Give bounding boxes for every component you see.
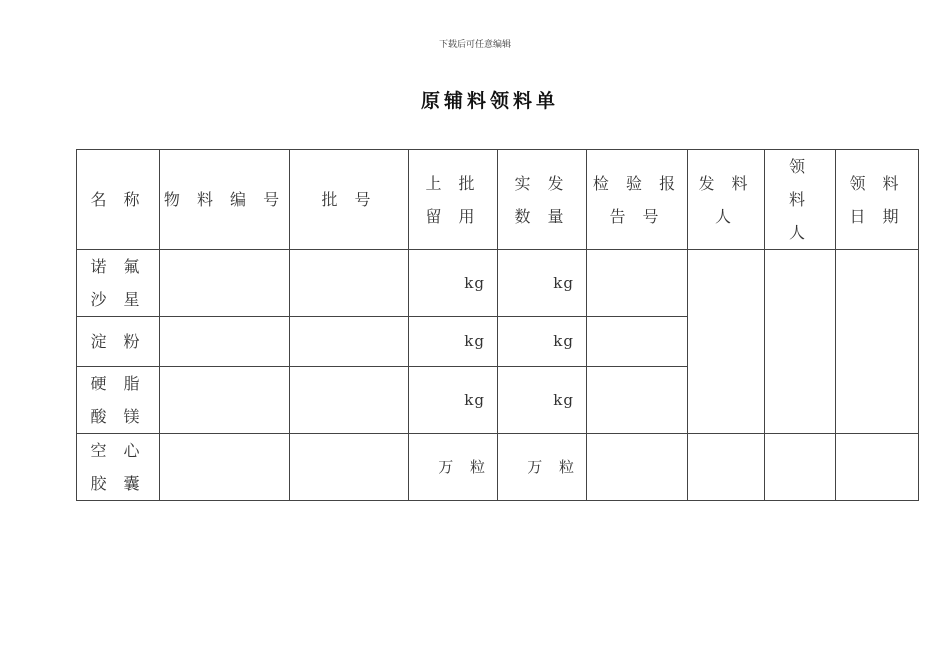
material-name-line: 酸 镁 — [90, 407, 146, 426]
material-requisition-table — [76, 149, 919, 501]
actual-qty-cell[interactable]: kg — [498, 317, 587, 367]
material-name — [77, 250, 160, 317]
material-name: 淀 粉 — [77, 317, 160, 367]
batch-no-cell[interactable] — [290, 434, 409, 501]
table-row — [77, 434, 919, 501]
document-title: 原辅料领料单 — [420, 90, 559, 112]
header-text-line: 日 期 — [849, 206, 905, 226]
download-edit-note: 下载后可任意编辑 — [438, 40, 511, 50]
header-receiver — [765, 150, 836, 250]
header-text-line: 领 料 — [849, 173, 905, 193]
batch-no-cell[interactable] — [290, 250, 409, 317]
header-text-line: 人 — [714, 206, 737, 226]
receiver-cell[interactable] — [765, 250, 836, 434]
material-name-line: 硬 脂 — [90, 374, 146, 393]
material-name-line: 沙 星 — [90, 290, 146, 309]
actual-qty-cell[interactable]: 万 粒 — [498, 434, 587, 501]
header-name: 名 称 — [77, 150, 160, 250]
material-code-cell[interactable] — [160, 317, 290, 367]
retained-qty-cell[interactable]: kg — [409, 250, 498, 317]
actual-qty-cell[interactable]: kg — [498, 367, 587, 434]
header-batch-no: 批 号 — [290, 150, 409, 250]
material-name — [77, 434, 160, 501]
header-text-line: 告 号 — [609, 206, 665, 226]
header-text-line: 检 验 报 — [592, 173, 682, 193]
table-row — [77, 250, 919, 317]
material-name — [77, 367, 160, 434]
material-code-cell[interactable] — [160, 434, 290, 501]
retained-qty-cell[interactable]: 万 粒 — [409, 434, 498, 501]
batch-no-cell[interactable] — [290, 317, 409, 367]
header-issuer — [688, 150, 765, 250]
retained-qty-cell[interactable]: kg — [409, 367, 498, 434]
header-material-code: 物 料 编 号 — [160, 150, 290, 250]
header-text-line: 实 发 — [514, 173, 570, 193]
report-no-cell[interactable] — [587, 317, 688, 367]
header-text-line: 发 料 — [698, 173, 754, 193]
report-no-cell[interactable] — [587, 434, 688, 501]
issuer-cell[interactable] — [688, 434, 765, 501]
report-no-cell[interactable] — [587, 367, 688, 434]
receive-date-cell[interactable] — [836, 434, 919, 501]
retained-qty-cell[interactable]: kg — [409, 317, 498, 367]
batch-no-cell[interactable] — [290, 367, 409, 434]
header-text-line: 上 批 — [425, 173, 481, 193]
issuer-cell[interactable] — [688, 250, 765, 434]
header-receive-date — [836, 150, 919, 250]
material-name-line: 胶 囊 — [90, 474, 146, 493]
receiver-cell[interactable] — [765, 434, 836, 501]
header-last-batch-retained — [409, 150, 498, 250]
material-code-cell[interactable] — [160, 250, 290, 317]
header-text-line: 领 — [788, 157, 811, 176]
header-actual-qty — [498, 150, 587, 250]
material-name-line: 诺 氟 — [90, 257, 146, 276]
header-inspection-report-no — [587, 150, 688, 250]
report-no-cell[interactable] — [587, 250, 688, 317]
material-name-line: 空 心 — [90, 441, 146, 460]
header-text-line: 人 — [788, 223, 811, 242]
receive-date-cell[interactable] — [836, 250, 919, 434]
actual-qty-cell[interactable]: kg — [498, 250, 587, 317]
header-text-line: 数 量 — [514, 206, 570, 226]
material-code-cell[interactable] — [160, 367, 290, 434]
header-text-line: 料 — [788, 190, 811, 209]
header-text-line: 留 用 — [425, 206, 481, 226]
header-row — [77, 150, 919, 250]
